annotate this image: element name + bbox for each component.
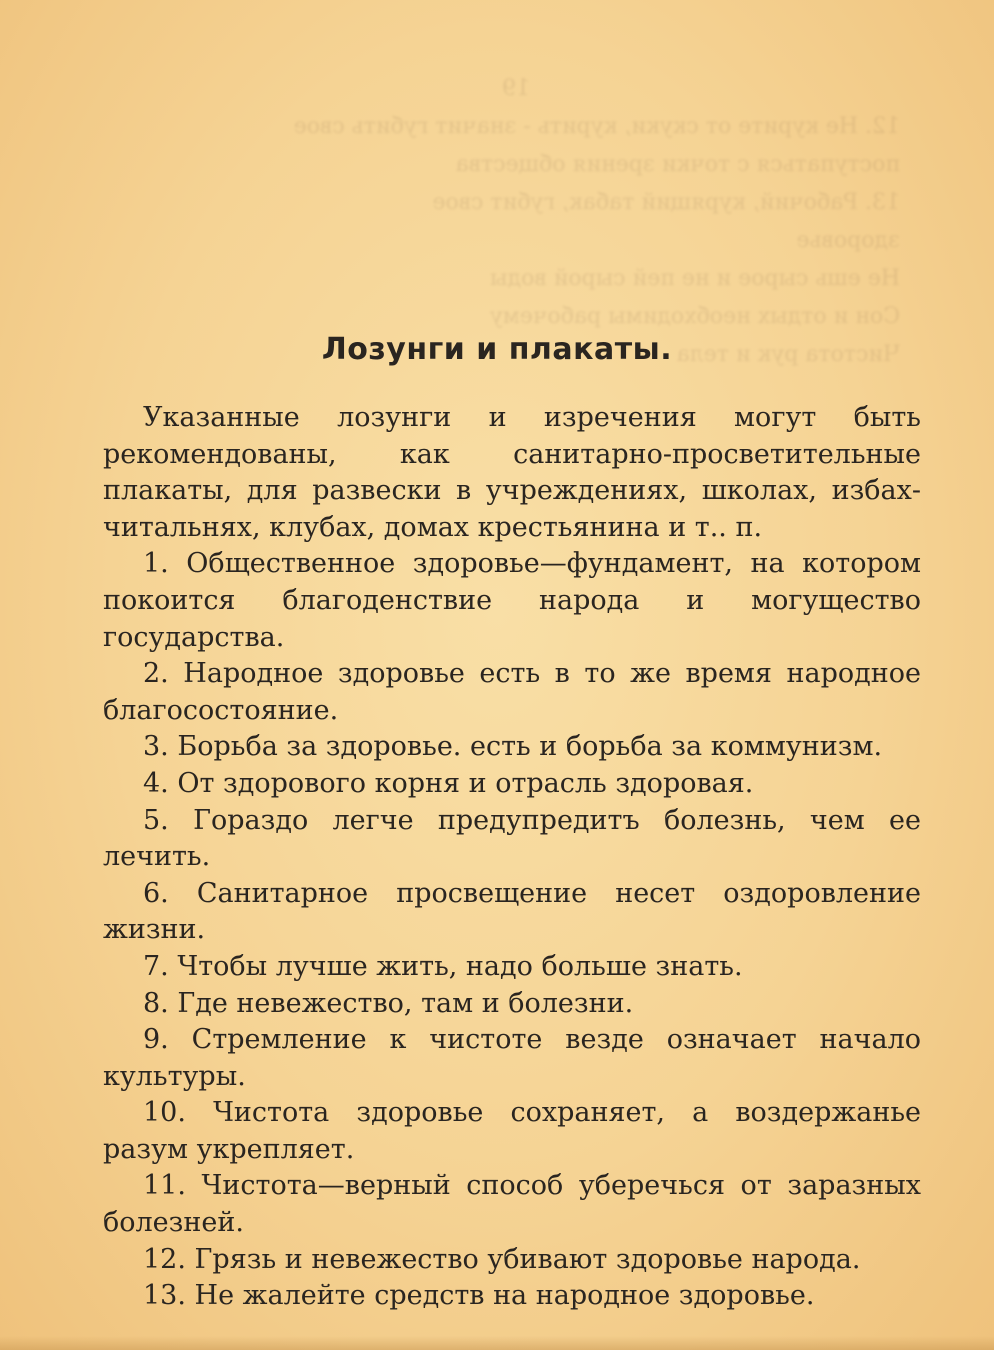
intro-paragraph: Указанные лозунги и изречения могут быть рекомендованы, как санитарно-просветительные плакаты, для развески в учреждениях, школах, избах-читальнях, клубах, домах крестьянина и т.. п. [103, 402, 921, 543]
document-body [103, 400, 921, 1315]
slogan-text: От здорового корня и отрасль здоровая. [177, 767, 754, 799]
slogan-text: Общественное здоровье—фундамент, на котором покоится благоденствие народа и могущество государства. [103, 548, 921, 653]
slogan-text: Борьба за здоровье. есть и борьба за коммунизм. [177, 731, 883, 763]
bleed-line: поступаться с точки зрения общества [455, 152, 900, 177]
slogan-text: Гораздо легче предупредитъ болезнь, чем ее лечить. [103, 804, 921, 873]
slogan-text: Народное здоровье есть в то же время народное благосостояние. [103, 658, 921, 726]
slogan-item [103, 1022, 921, 1095]
slogan-number: 13. [143, 1280, 186, 1312]
slogan-text: Чтобы лучше жить, надо больше знать. [177, 950, 743, 982]
slogan-text: Чистота—верный способ уберечься от заразных болезней. [103, 1170, 921, 1239]
slogan-item [103, 1242, 921, 1279]
slogan-number: 7. [143, 950, 169, 982]
slogan-number: 4. [143, 767, 169, 799]
slogan-item [103, 949, 921, 986]
slogan-item [103, 546, 921, 656]
slogan-text: Не жалейте средств на народное здоровье. [194, 1280, 815, 1312]
slogan-number: 11. [143, 1170, 186, 1202]
bleed-line: здоровье [796, 228, 900, 253]
slogan-number: 10. [143, 1097, 186, 1129]
bleed-line: 13. Рабочий, курящий табак, губит свое [432, 190, 900, 215]
slogan-item [103, 986, 921, 1023]
slogan-text: Санитарное просвещение несет оздоровление жизни. [103, 877, 921, 946]
bleed-line: 19 [502, 76, 530, 101]
slogan-text: Где невежество, там и болезни. [177, 987, 634, 1019]
bleed-line: Не ешь сырое и не пей сырой воды [490, 266, 900, 291]
slogan-item [103, 766, 921, 803]
slogan-number: 1. [143, 548, 169, 580]
slogan-number: 8. [143, 987, 169, 1019]
slogan-item [103, 1168, 921, 1241]
slogan-number: 5. [143, 804, 169, 836]
slogan-item [103, 1278, 921, 1315]
bleed-line: Сон и отдых необходимы рабочему [489, 304, 900, 329]
slogan-number: 9. [143, 1024, 169, 1056]
slogan-text: Грязь и невежество убивают здоровье народа. [194, 1243, 861, 1275]
slogan-item [103, 729, 921, 766]
slogan-number: 6. [143, 877, 169, 909]
slogan-item [103, 876, 921, 949]
slogan-item [103, 656, 921, 729]
slogan-text: Чистота здоровье сохраняет, а воздержанье разум укрепляет. [103, 1097, 921, 1165]
page-title: Лозунги и плакаты. [321, 332, 673, 367]
slogan-item [103, 1095, 921, 1168]
page-edge [0, 1336, 994, 1350]
bleed-line: Чистота рук и тела [676, 342, 900, 367]
slogan-text: Стремление к чистоте везде означает начало культуры. [103, 1024, 921, 1092]
slogan-item [103, 803, 921, 876]
bleed-line: 12. Не курите от скуки, курить - значит губить свое [293, 114, 900, 139]
slogan-number: 12. [143, 1243, 186, 1275]
slogan-number: 2. [143, 658, 169, 690]
slogan-number: 3. [143, 731, 169, 763]
